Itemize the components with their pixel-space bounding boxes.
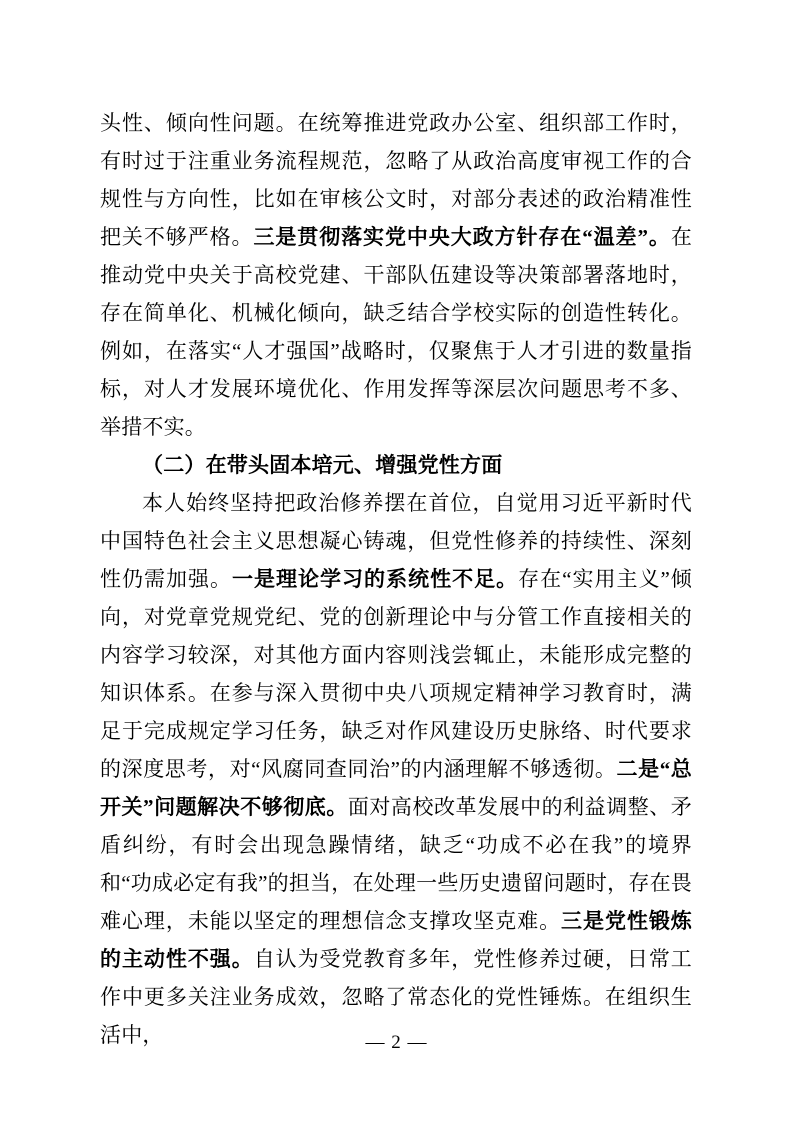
paragraph — [100, 484, 692, 1054]
page-number: — 2 — — [365, 1032, 428, 1053]
emphasis-text: 一是理论学习的系统性不足。 — [232, 567, 519, 591]
body-text: 头性、倾向性问题。在统筹推进党政办公室、组织部工作时，有时过于注重业务流程规范，忽略了从政治高度审视工作的合规性与方向性，比如在审核公文时，对部分表述的政治精准性把关不够严格。 — [100, 111, 692, 249]
body-text: 自认为受党教育多年，党性修养过硬，日常工作中更多关注业务成效，忽略了常态化的党性锤炼。在组织生活中， — [100, 947, 693, 1047]
body-text: 面对高校改革发展中的利益调整、矛盾纠纷，有时会出现急躁情绪，缺乏“功成不必在我”的境界和“功成必定有我”的担当，在处理一些历史遗留问题时，存在畏难心理，未能以坚定的理想信念支撑攻坚克难。 — [100, 795, 692, 933]
body-text: 本人始终坚持把政治修养摆在首位，自觉用习近平新时代中国特色社会主义思想凝心铸魂，但党性修养的持续性、深刻性仍需加强。 — [100, 491, 692, 591]
emphasis-text: 三是贯彻落实党中央大政方针存在“温差”。 — [253, 225, 671, 249]
emphasis-text: 三是党性锻炼的主动性不强。 — [100, 909, 692, 971]
document-content — [100, 104, 692, 1054]
section-heading — [100, 446, 692, 484]
paragraph — [100, 104, 692, 446]
body-text: 在推动党中央关于高校党建、干部队伍建设等决策部署落地时，存在简单化、机械化倾向，缺乏结合学校实际的创造性转化。例如，在落实“人才强国”战略时，仅聚焦于人才引进的数量指标，对人才发展环境优化、作用发挥等深层次问题思考不多、举措不实。 — [100, 225, 693, 439]
emphasis-text: 二是“总开关”问题解决不够彻底。 — [100, 757, 692, 819]
body-text: 存在“实用主义”倾向，对党章党规党纪、党的创新理论中与分管工作直接相关的内容学习较深，对其他方面内容则浅尝辄止，未能形成完整的知识体系。在参与深入贯彻中央八项规定精神学习教育时，满足于完成规定学习任务，缺乏对作风建设历史脉络、时代要求的深度思考，对“风腐同查同治”的内涵理解不够透彻。 — [100, 567, 692, 781]
emphasis-text: （二）在带头固本培元、增强党性方面 — [142, 453, 503, 477]
